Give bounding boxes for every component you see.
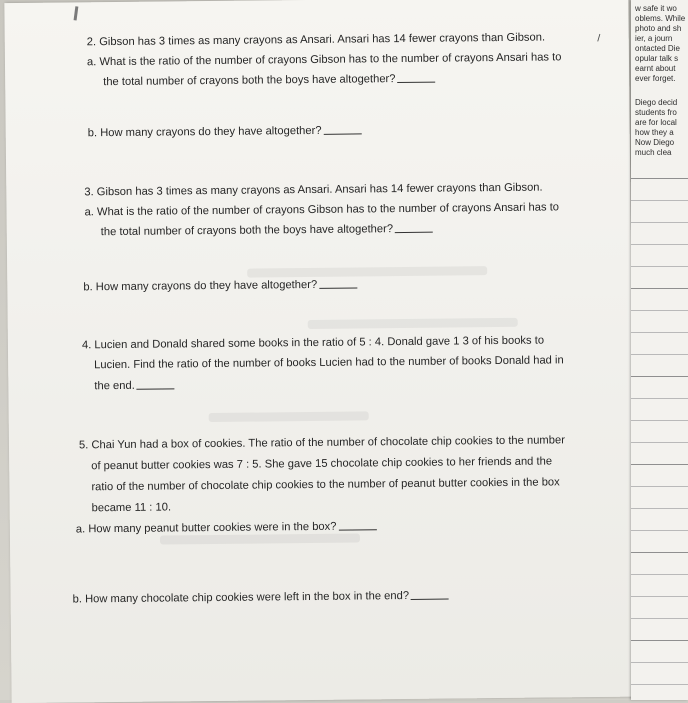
- side-text-line: opular talk s: [635, 54, 679, 63]
- handwritten-mark: ⸝: [589, 25, 606, 45]
- answer-blank[interactable]: [395, 231, 433, 233]
- q5-part-a: [76, 516, 377, 539]
- q4-line3-text: the end.: [94, 379, 135, 393]
- q5-line3: ratio of the number of chocolate chip cookies to the number of peanut butter cookies in the box: [91, 476, 560, 494]
- answer-blank[interactable]: [411, 598, 449, 600]
- q4-line3: [94, 375, 175, 396]
- q5-line1: 5. Chai Yun had a box of cookies. The ratio of the number of chocolate chip cookies to the number: [78, 434, 565, 452]
- answer-blank[interactable]: [324, 132, 362, 134]
- side-text-line: ier, a journ: [635, 34, 673, 43]
- q2-part-b: [88, 120, 362, 143]
- pen-stroke-mark: [74, 6, 79, 20]
- ruled-line: [631, 398, 688, 399]
- side-text-line: Now Diego: [635, 138, 675, 147]
- ruled-line: [631, 640, 688, 641]
- q3-part-a-text: the total number of crayons both the boys have altogether?: [100, 223, 394, 239]
- ruled-line: [631, 200, 688, 201]
- answer-blank[interactable]: [319, 286, 357, 288]
- ruled-line: [631, 354, 688, 355]
- side-text-line: oblems. While: [635, 14, 686, 23]
- side-text-line: photo and sh: [635, 24, 682, 33]
- q2-part-a-line1: a. What is the ratio of the number of crayons Gibson has to the number of crayons Ansari has to: [86, 51, 562, 69]
- ruled-line: [631, 442, 688, 443]
- q3-stem: 3. Gibson has 3 times as many crayons as Ansari. Ansari has 14 fewer crayons than Gibson.: [84, 181, 543, 199]
- q3-part-b-text: b. How many crayons do they have altogether?: [83, 278, 318, 294]
- ruled-line: [631, 420, 688, 421]
- side-text-line: w safe it wo: [635, 4, 677, 13]
- ruled-line: [631, 618, 688, 619]
- ruled-line: [631, 662, 688, 663]
- side-text-line: earnt about: [635, 64, 676, 73]
- q5-part-b: [72, 586, 449, 610]
- ruled-line: [631, 508, 688, 509]
- answer-blank[interactable]: [338, 528, 376, 530]
- side-text-line: Diego decid: [635, 98, 678, 107]
- ruled-line: [631, 574, 688, 575]
- q2-part-b-text: b. How many crayons do they have altogether?: [87, 124, 322, 140]
- side-text-line: students fro: [635, 108, 677, 117]
- ruled-line: [631, 684, 688, 685]
- side-text-line: ontacted Die: [635, 44, 680, 53]
- q5-line4: became 11 : 10.: [91, 501, 172, 515]
- ruled-line: [631, 310, 688, 311]
- side-text-line: are for local: [635, 118, 677, 127]
- q5-line2: of peanut butter cookies was 7 : 5. She gave 15 chocolate chip cookies to her friends and the: [91, 455, 553, 473]
- ruled-line: [631, 178, 688, 179]
- q3-part-b: [83, 274, 357, 297]
- q3-part-a-line1: a. What is the ratio of the number of crayons Gibson has to the number of crayons Ansari has to: [84, 201, 560, 219]
- ruled-line: [631, 464, 688, 465]
- q4-line2: Lucien. Find the ratio of the number of books Lucien had to the number of books Donald had in: [94, 354, 564, 372]
- ruled-line: [631, 244, 688, 245]
- q3-part-a-line2: [101, 219, 434, 242]
- ruled-line: [631, 552, 688, 553]
- side-paper: [631, 0, 688, 700]
- ruled-line: [631, 222, 688, 223]
- q5-part-a-text: a. How many peanut butter cookies were in the box?: [75, 520, 337, 536]
- side-text-line: much clea: [635, 148, 672, 157]
- q2-part-a-text: the total number of crayons both the boys have altogether?: [103, 73, 396, 89]
- ruled-line: [631, 332, 688, 333]
- side-text-line: how they a: [635, 128, 674, 137]
- ruled-line: [631, 376, 688, 377]
- ruled-line: [631, 266, 688, 267]
- answer-blank[interactable]: [137, 387, 175, 389]
- q2-part-a-line2: [103, 69, 436, 92]
- ruled-line: [631, 486, 688, 487]
- side-text-line: ever forget.: [635, 74, 676, 83]
- worksheet-page: [4, 0, 635, 703]
- answer-blank[interactable]: [398, 81, 436, 83]
- show-through-text: [308, 318, 518, 329]
- ruled-line: [631, 596, 688, 597]
- show-through-text: [209, 411, 369, 422]
- q5-part-b-text: b. How many chocolate chip cookies were left in the box in the end?: [72, 589, 410, 606]
- q2-stem: 2. Gibson has 3 times as many crayons as Ansari. Ansari has 14 fewer crayons than Gibson.: [86, 31, 546, 49]
- ruled-line: [631, 288, 688, 289]
- ruled-line: [631, 530, 688, 531]
- q4-line1: 4. Lucien and Donald shared some books in the ratio of 5 : 4. Donald gave 1 3 of his books to: [81, 334, 545, 352]
